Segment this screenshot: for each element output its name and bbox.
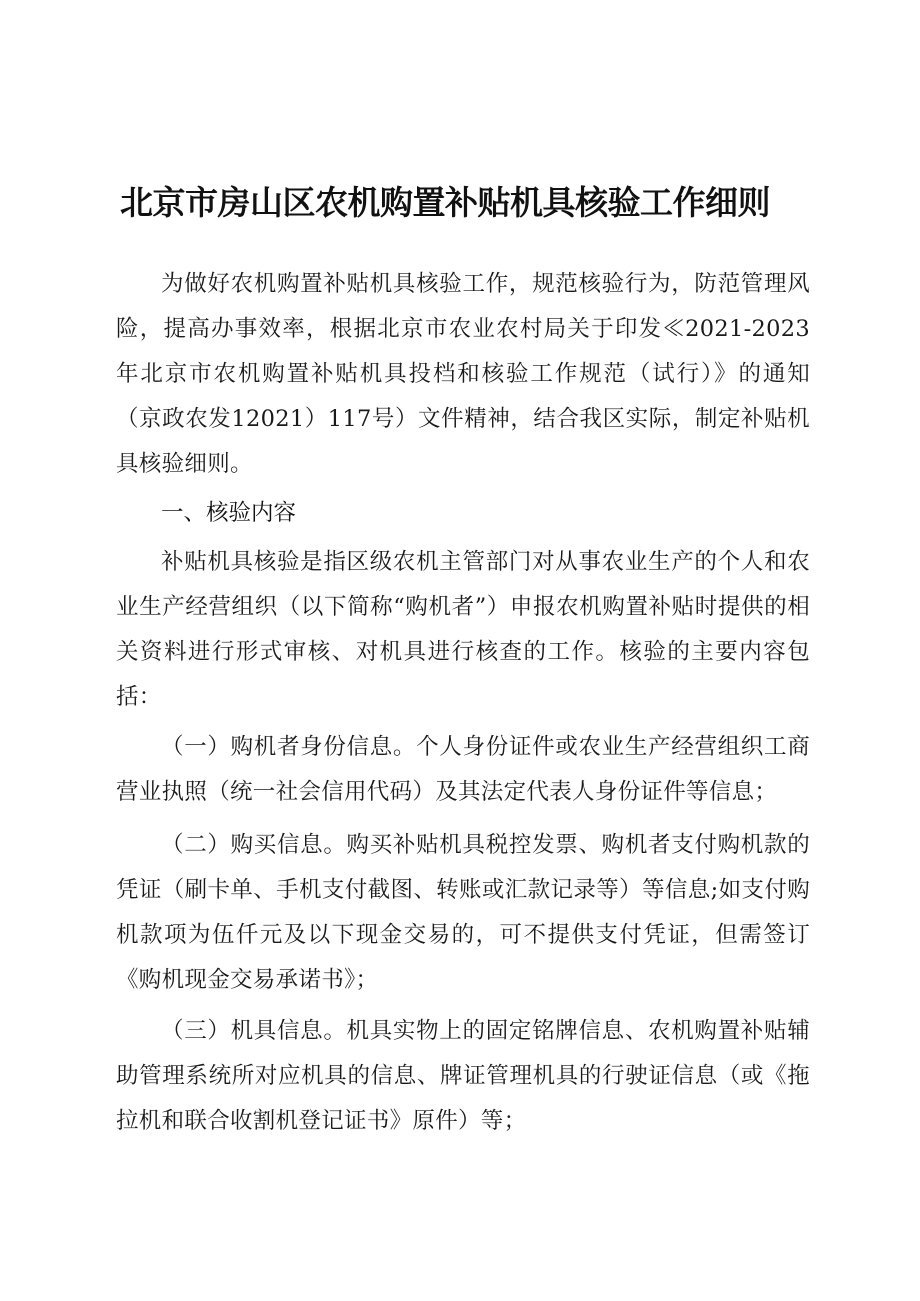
document-title: 北京市房山区农机购置补贴机具核验工作细则 <box>120 183 770 223</box>
list-item-purchase-info: （二）购买信息。购买补贴机具税控发票、购机者支付购机款的凭证（刷卡单、手机支付截图、转账或汇款记录等）等信息;如支付购机款项为伍仟元及以下现金交易的，可不提供支付凭证，但需签订《购机现金交易承诺书》； <box>116 832 810 993</box>
section-lead-paragraph: 补贴机具核验是指区级农机主管部门对从事农业生产的个人和农业生产经营组织（以下简称“购机者”）申报农机购置补贴时提供的相关资料进行形式审核、对机具进行核查的工作。核验的主要内容包括： <box>116 549 810 710</box>
document-body <box>116 262 810 1144</box>
list-item-machine-info: （三）机具信息。机具实物上的固定铭牌信息、农机购置补贴辅助管理系统所对应机具的信息、牌证管理机具的行驶证信息（或《拖拉机和联合收割机登记证书》原件）等； <box>116 1018 810 1134</box>
list-item-buyer-identity: （一）购机者身份信息。个人身份证件或农业生产经营组织工商营业执照（统一社会信用代码）及其法定代表人身份证件等信息； <box>116 734 810 805</box>
section-heading-verification-content: 一、核验内容 <box>161 500 297 526</box>
intro-paragraph: 为做好农机购置补贴机具核验工作，规范核验行为，防范管理风险，提高办事效率，根据北京市农业农村局关于印发≪2021-2023年北京市农机购置补贴机具投档和核验工作规范（试行）》的通知（京政农发12021）117号）文件精神，结合我区实际，制定补贴机具核验细则。 <box>116 271 810 477</box>
